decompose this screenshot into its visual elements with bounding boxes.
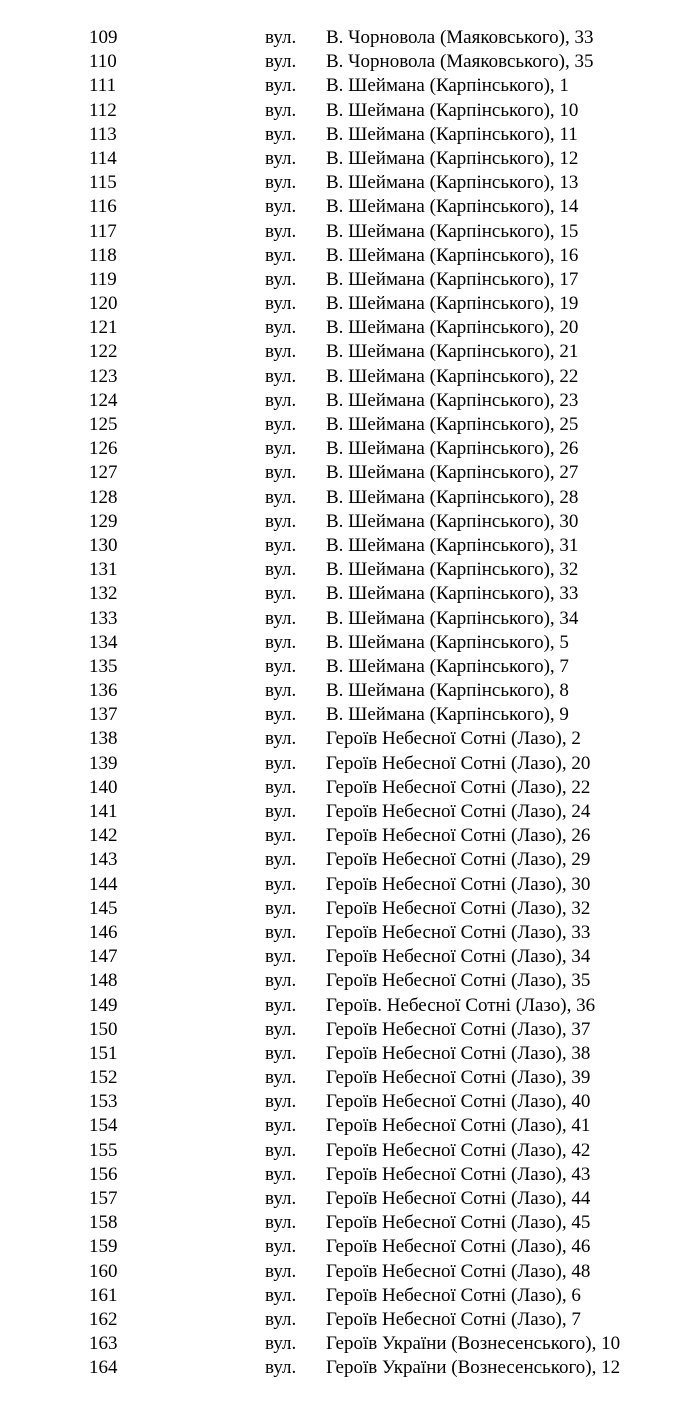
street-address: В. Шеймана (Карпінського), 20 xyxy=(326,317,579,339)
list-item xyxy=(0,147,700,171)
street-address: В. Шеймана (Карпінського), 14 xyxy=(326,196,579,218)
street-type: вул. xyxy=(265,849,297,871)
list-item xyxy=(0,969,700,993)
list-item xyxy=(0,461,700,485)
street-type: вул. xyxy=(265,873,297,895)
list-item xyxy=(0,486,700,510)
list-item xyxy=(0,945,700,969)
street-address: В. Шеймана (Карпінського), 17 xyxy=(326,268,579,290)
street-type: вул. xyxy=(265,825,297,847)
list-item xyxy=(0,292,700,316)
street-address: Героїв. Небесної Сотні (Лазо), 36 xyxy=(326,994,596,1016)
street-address: В. Шеймана (Карпінського), 8 xyxy=(326,680,569,702)
street-type: вул. xyxy=(265,655,297,677)
street-type: вул. xyxy=(265,27,297,48)
street-type: вул. xyxy=(265,389,297,411)
street-address: В. Шеймана (Карпінського), 23 xyxy=(326,389,579,411)
street-type: вул. xyxy=(265,752,297,774)
street-address: В. Шеймана (Карпінського), 19 xyxy=(326,293,579,315)
row-number: 143 xyxy=(89,849,118,871)
street-address: Героїв Небесної Сотні (Лазо), 48 xyxy=(326,1260,591,1282)
list-item xyxy=(0,1066,700,1090)
row-number: 149 xyxy=(89,994,118,1016)
row-number: 153 xyxy=(89,1091,118,1113)
row-number: 156 xyxy=(89,1163,118,1185)
street-type: вул. xyxy=(265,1308,297,1330)
street-type: вул. xyxy=(265,438,297,460)
row-number: 114 xyxy=(89,147,117,169)
row-number: 145 xyxy=(89,897,118,919)
street-type: вул. xyxy=(265,196,297,218)
list-item xyxy=(0,99,700,123)
street-type: вул. xyxy=(265,704,297,726)
list-item xyxy=(0,1235,700,1259)
street-address: Героїв Небесної Сотні (Лазо), 37 xyxy=(326,1018,591,1040)
row-number: 110 xyxy=(89,51,117,73)
list-item xyxy=(0,1356,700,1380)
list-item xyxy=(0,1308,700,1332)
list-item xyxy=(0,1211,700,1235)
row-number: 147 xyxy=(89,946,118,968)
row-number: 127 xyxy=(89,462,118,484)
row-number: 137 xyxy=(89,704,118,726)
street-address: В. Шеймана (Карпінського), 7 xyxy=(326,655,569,677)
street-type: вул. xyxy=(265,1236,297,1258)
row-number: 136 xyxy=(89,680,118,702)
row-number: 116 xyxy=(89,196,117,218)
street-type: вул. xyxy=(265,946,297,968)
list-item xyxy=(0,921,700,945)
row-number: 118 xyxy=(89,244,117,266)
street-address: Героїв Небесної Сотні (Лазо), 30 xyxy=(326,873,591,895)
street-address: В. Шеймана (Карпінського), 12 xyxy=(326,147,579,169)
street-type: вул. xyxy=(265,365,297,387)
street-type: вул. xyxy=(265,317,297,339)
list-item xyxy=(0,195,700,219)
list-item xyxy=(0,800,700,824)
row-number: 124 xyxy=(89,389,118,411)
street-address: В. Шеймана (Карпінського), 31 xyxy=(326,534,579,556)
street-type: вул. xyxy=(265,680,297,702)
street-type: вул. xyxy=(265,414,297,435)
row-number: 112 xyxy=(89,99,117,121)
street-address: Героїв Небесної Сотні (Лазо), 34 xyxy=(326,946,591,968)
street-type: вул. xyxy=(265,921,297,943)
street-address: Героїв Небесної Сотні (Лазо), 26 xyxy=(326,825,591,847)
list-item xyxy=(0,824,700,848)
street-type: вул. xyxy=(265,1284,297,1306)
street-address: Героїв Небесної Сотні (Лазо), 24 xyxy=(326,801,591,822)
row-number: 128 xyxy=(89,486,118,508)
list-item xyxy=(0,1090,700,1114)
list-item xyxy=(0,316,700,340)
list-item xyxy=(0,631,700,655)
row-number: 133 xyxy=(89,607,118,629)
list-item xyxy=(0,220,700,244)
street-address: В. Шеймана (Карпінського), 13 xyxy=(326,172,579,194)
list-item xyxy=(0,1018,700,1042)
street-address: Героїв Небесної Сотні (Лазо), 46 xyxy=(326,1236,591,1258)
street-type: вул. xyxy=(265,1139,297,1161)
street-address: В. Шеймана (Карпінського), 21 xyxy=(326,341,579,363)
row-number: 117 xyxy=(89,220,117,242)
list-item xyxy=(0,26,700,50)
street-type: вул. xyxy=(265,1163,297,1185)
street-address: В. Шеймана (Карпінського), 10 xyxy=(326,99,579,121)
row-number: 144 xyxy=(89,873,118,895)
street-address: Героїв Небесної Сотні (Лазо), 40 xyxy=(326,1091,591,1113)
street-address: Героїв Небесної Сотні (Лазо), 22 xyxy=(326,776,591,798)
list-item xyxy=(0,268,700,292)
street-address: Героїв Небесної Сотні (Лазо), 29 xyxy=(326,849,591,871)
row-number: 119 xyxy=(89,268,117,290)
street-address: В. Шеймана (Карпінського), 32 xyxy=(326,559,579,581)
row-number: 130 xyxy=(89,534,118,556)
row-number: 150 xyxy=(89,1018,118,1040)
list-item xyxy=(0,1139,700,1163)
street-type: вул. xyxy=(265,897,297,919)
list-item xyxy=(0,703,700,727)
street-address: В. Шеймана (Карпінського), 16 xyxy=(326,244,579,266)
street-type: вул. xyxy=(265,994,297,1016)
row-number: 160 xyxy=(89,1260,118,1282)
row-number: 132 xyxy=(89,583,118,605)
row-number: 155 xyxy=(89,1139,118,1161)
street-type: вул. xyxy=(265,268,297,290)
row-number: 126 xyxy=(89,438,118,460)
row-number: 148 xyxy=(89,970,118,992)
list-item xyxy=(0,413,700,437)
street-address: Героїв Небесної Сотні (Лазо), 45 xyxy=(326,1212,591,1234)
row-number: 140 xyxy=(89,776,118,798)
street-type: вул. xyxy=(265,970,297,992)
row-number: 142 xyxy=(89,825,118,847)
list-item xyxy=(0,873,700,897)
street-address: Героїв Небесної Сотні (Лазо), 7 xyxy=(326,1308,581,1330)
list-item xyxy=(0,389,700,413)
list-item xyxy=(0,607,700,631)
street-address: В. Шеймана (Карпінського), 30 xyxy=(326,510,579,532)
street-type: вул. xyxy=(265,583,297,605)
street-address: Героїв Небесної Сотні (Лазо), 43 xyxy=(326,1163,591,1185)
street-type: вул. xyxy=(265,1357,297,1379)
list-item xyxy=(0,50,700,74)
row-number: 113 xyxy=(89,123,117,145)
list-item xyxy=(0,1042,700,1066)
street-type: вул. xyxy=(265,607,297,629)
street-type: вул. xyxy=(265,244,297,266)
street-address: Героїв Небесної Сотні (Лазо), 44 xyxy=(326,1188,591,1209)
row-number: 139 xyxy=(89,752,118,774)
list-item xyxy=(0,340,700,364)
list-item xyxy=(0,1332,700,1356)
row-number: 154 xyxy=(89,1115,118,1137)
street-type: вул. xyxy=(265,631,297,653)
street-type: вул. xyxy=(265,559,297,581)
street-address: В. Шеймана (Карпінського), 15 xyxy=(326,220,579,242)
street-type: вул. xyxy=(265,341,297,363)
row-number: 123 xyxy=(89,365,118,387)
row-number: 111 xyxy=(89,75,117,97)
street-address: Героїв Небесної Сотні (Лазо), 32 xyxy=(326,897,591,919)
list-item xyxy=(0,365,700,389)
row-number: 122 xyxy=(89,341,118,363)
list-item xyxy=(0,558,700,582)
row-number: 157 xyxy=(89,1188,118,1209)
street-type: вул. xyxy=(265,776,297,798)
street-address: В. Шеймана (Карпінського), 22 xyxy=(326,365,579,387)
street-address: Героїв Небесної Сотні (Лазо), 20 xyxy=(326,752,591,774)
row-number: 135 xyxy=(89,655,118,677)
street-type: вул. xyxy=(265,220,297,242)
row-number: 109 xyxy=(89,27,118,48)
street-type: вул. xyxy=(265,1260,297,1282)
list-item xyxy=(0,1187,700,1211)
row-number: 146 xyxy=(89,921,118,943)
street-type: вул. xyxy=(265,486,297,508)
list-item xyxy=(0,752,700,776)
street-address: Героїв Небесної Сотні (Лазо), 35 xyxy=(326,970,591,992)
row-number: 141 xyxy=(89,801,118,822)
list-item xyxy=(0,437,700,461)
street-address: Героїв Небесної Сотні (Лазо), 2 xyxy=(326,728,581,750)
street-type: вул. xyxy=(265,147,297,169)
row-number: 158 xyxy=(89,1212,118,1234)
street-type: вул. xyxy=(265,462,297,484)
street-address: Героїв Небесної Сотні (Лазо), 38 xyxy=(326,1042,591,1064)
list-item xyxy=(0,534,700,558)
street-type: вул. xyxy=(265,172,297,194)
street-type: вул. xyxy=(265,801,297,822)
list-item xyxy=(0,727,700,751)
street-address: В. Шеймана (Карпінського), 9 xyxy=(326,704,569,726)
row-number: 125 xyxy=(89,414,118,435)
list-item xyxy=(0,655,700,679)
street-type: вул. xyxy=(265,1212,297,1234)
list-item xyxy=(0,1284,700,1308)
row-number: 159 xyxy=(89,1236,118,1258)
street-address: В. Шеймана (Карпінського), 27 xyxy=(326,462,579,484)
row-number: 163 xyxy=(89,1333,118,1355)
row-number: 138 xyxy=(89,728,118,750)
row-number: 131 xyxy=(89,559,118,581)
street-type: вул. xyxy=(265,510,297,532)
list-item xyxy=(0,897,700,921)
street-address: В. Шеймана (Карпінського), 34 xyxy=(326,607,579,629)
street-type: вул. xyxy=(265,534,297,556)
list-item xyxy=(0,679,700,703)
list-item xyxy=(0,994,700,1018)
street-address: Героїв України (Вознесенського), 10 xyxy=(326,1333,621,1355)
street-address: В. Шеймана (Карпінського), 33 xyxy=(326,583,579,605)
row-number: 151 xyxy=(89,1042,118,1064)
street-type: вул. xyxy=(265,1042,297,1064)
list-item xyxy=(0,1260,700,1284)
list-item xyxy=(0,510,700,534)
row-number: 115 xyxy=(89,172,117,194)
street-address: В. Шеймана (Карпінського), 28 xyxy=(326,486,579,508)
street-type: вул. xyxy=(265,1188,297,1209)
street-address: В. Чорновола (Маяковського), 35 xyxy=(326,51,594,73)
street-type: вул. xyxy=(265,1018,297,1040)
street-address: В. Шеймана (Карпінського), 26 xyxy=(326,438,579,460)
street-type: вул. xyxy=(265,75,297,97)
street-address: Героїв Небесної Сотні (Лазо), 6 xyxy=(326,1284,581,1306)
street-address: Героїв України (Вознесенського), 12 xyxy=(326,1357,621,1379)
street-address: Героїв Небесної Сотні (Лазо), 42 xyxy=(326,1139,591,1161)
street-type: вул. xyxy=(265,1333,297,1355)
street-type: вул. xyxy=(265,1115,297,1137)
street-address: В. Шеймана (Карпінського), 25 xyxy=(326,414,579,435)
row-number: 162 xyxy=(89,1308,118,1330)
street-type: вул. xyxy=(265,1091,297,1113)
list-item xyxy=(0,1114,700,1138)
row-number: 129 xyxy=(89,510,118,532)
street-type: вул. xyxy=(265,51,297,73)
street-address: Героїв Небесної Сотні (Лазо), 33 xyxy=(326,921,591,943)
street-address: В. Шеймана (Карпінського), 1 xyxy=(326,75,569,97)
street-type: вул. xyxy=(265,99,297,121)
street-type: вул. xyxy=(265,728,297,750)
row-number: 120 xyxy=(89,293,118,315)
list-item xyxy=(0,776,700,800)
list-item xyxy=(0,848,700,872)
street-address: В. Чорновола (Маяковського), 33 xyxy=(326,27,594,48)
row-number: 121 xyxy=(89,317,118,339)
street-type: вул. xyxy=(265,123,297,145)
row-number: 164 xyxy=(89,1357,118,1379)
row-number: 134 xyxy=(89,631,118,653)
address-list xyxy=(0,26,700,1381)
list-item xyxy=(0,582,700,606)
list-item xyxy=(0,74,700,98)
street-type: вул. xyxy=(265,1067,297,1089)
list-item xyxy=(0,123,700,147)
list-item xyxy=(0,244,700,268)
street-address: В. Шеймана (Карпінського), 5 xyxy=(326,631,569,653)
row-number: 161 xyxy=(89,1284,118,1306)
list-item xyxy=(0,1163,700,1187)
list-item xyxy=(0,171,700,195)
street-address: Героїв Небесної Сотні (Лазо), 41 xyxy=(326,1115,591,1137)
street-address: В. Шеймана (Карпінського), 11 xyxy=(326,123,578,145)
street-address: Героїв Небесної Сотні (Лазо), 39 xyxy=(326,1067,591,1089)
row-number: 152 xyxy=(89,1067,118,1089)
street-type: вул. xyxy=(265,293,297,315)
